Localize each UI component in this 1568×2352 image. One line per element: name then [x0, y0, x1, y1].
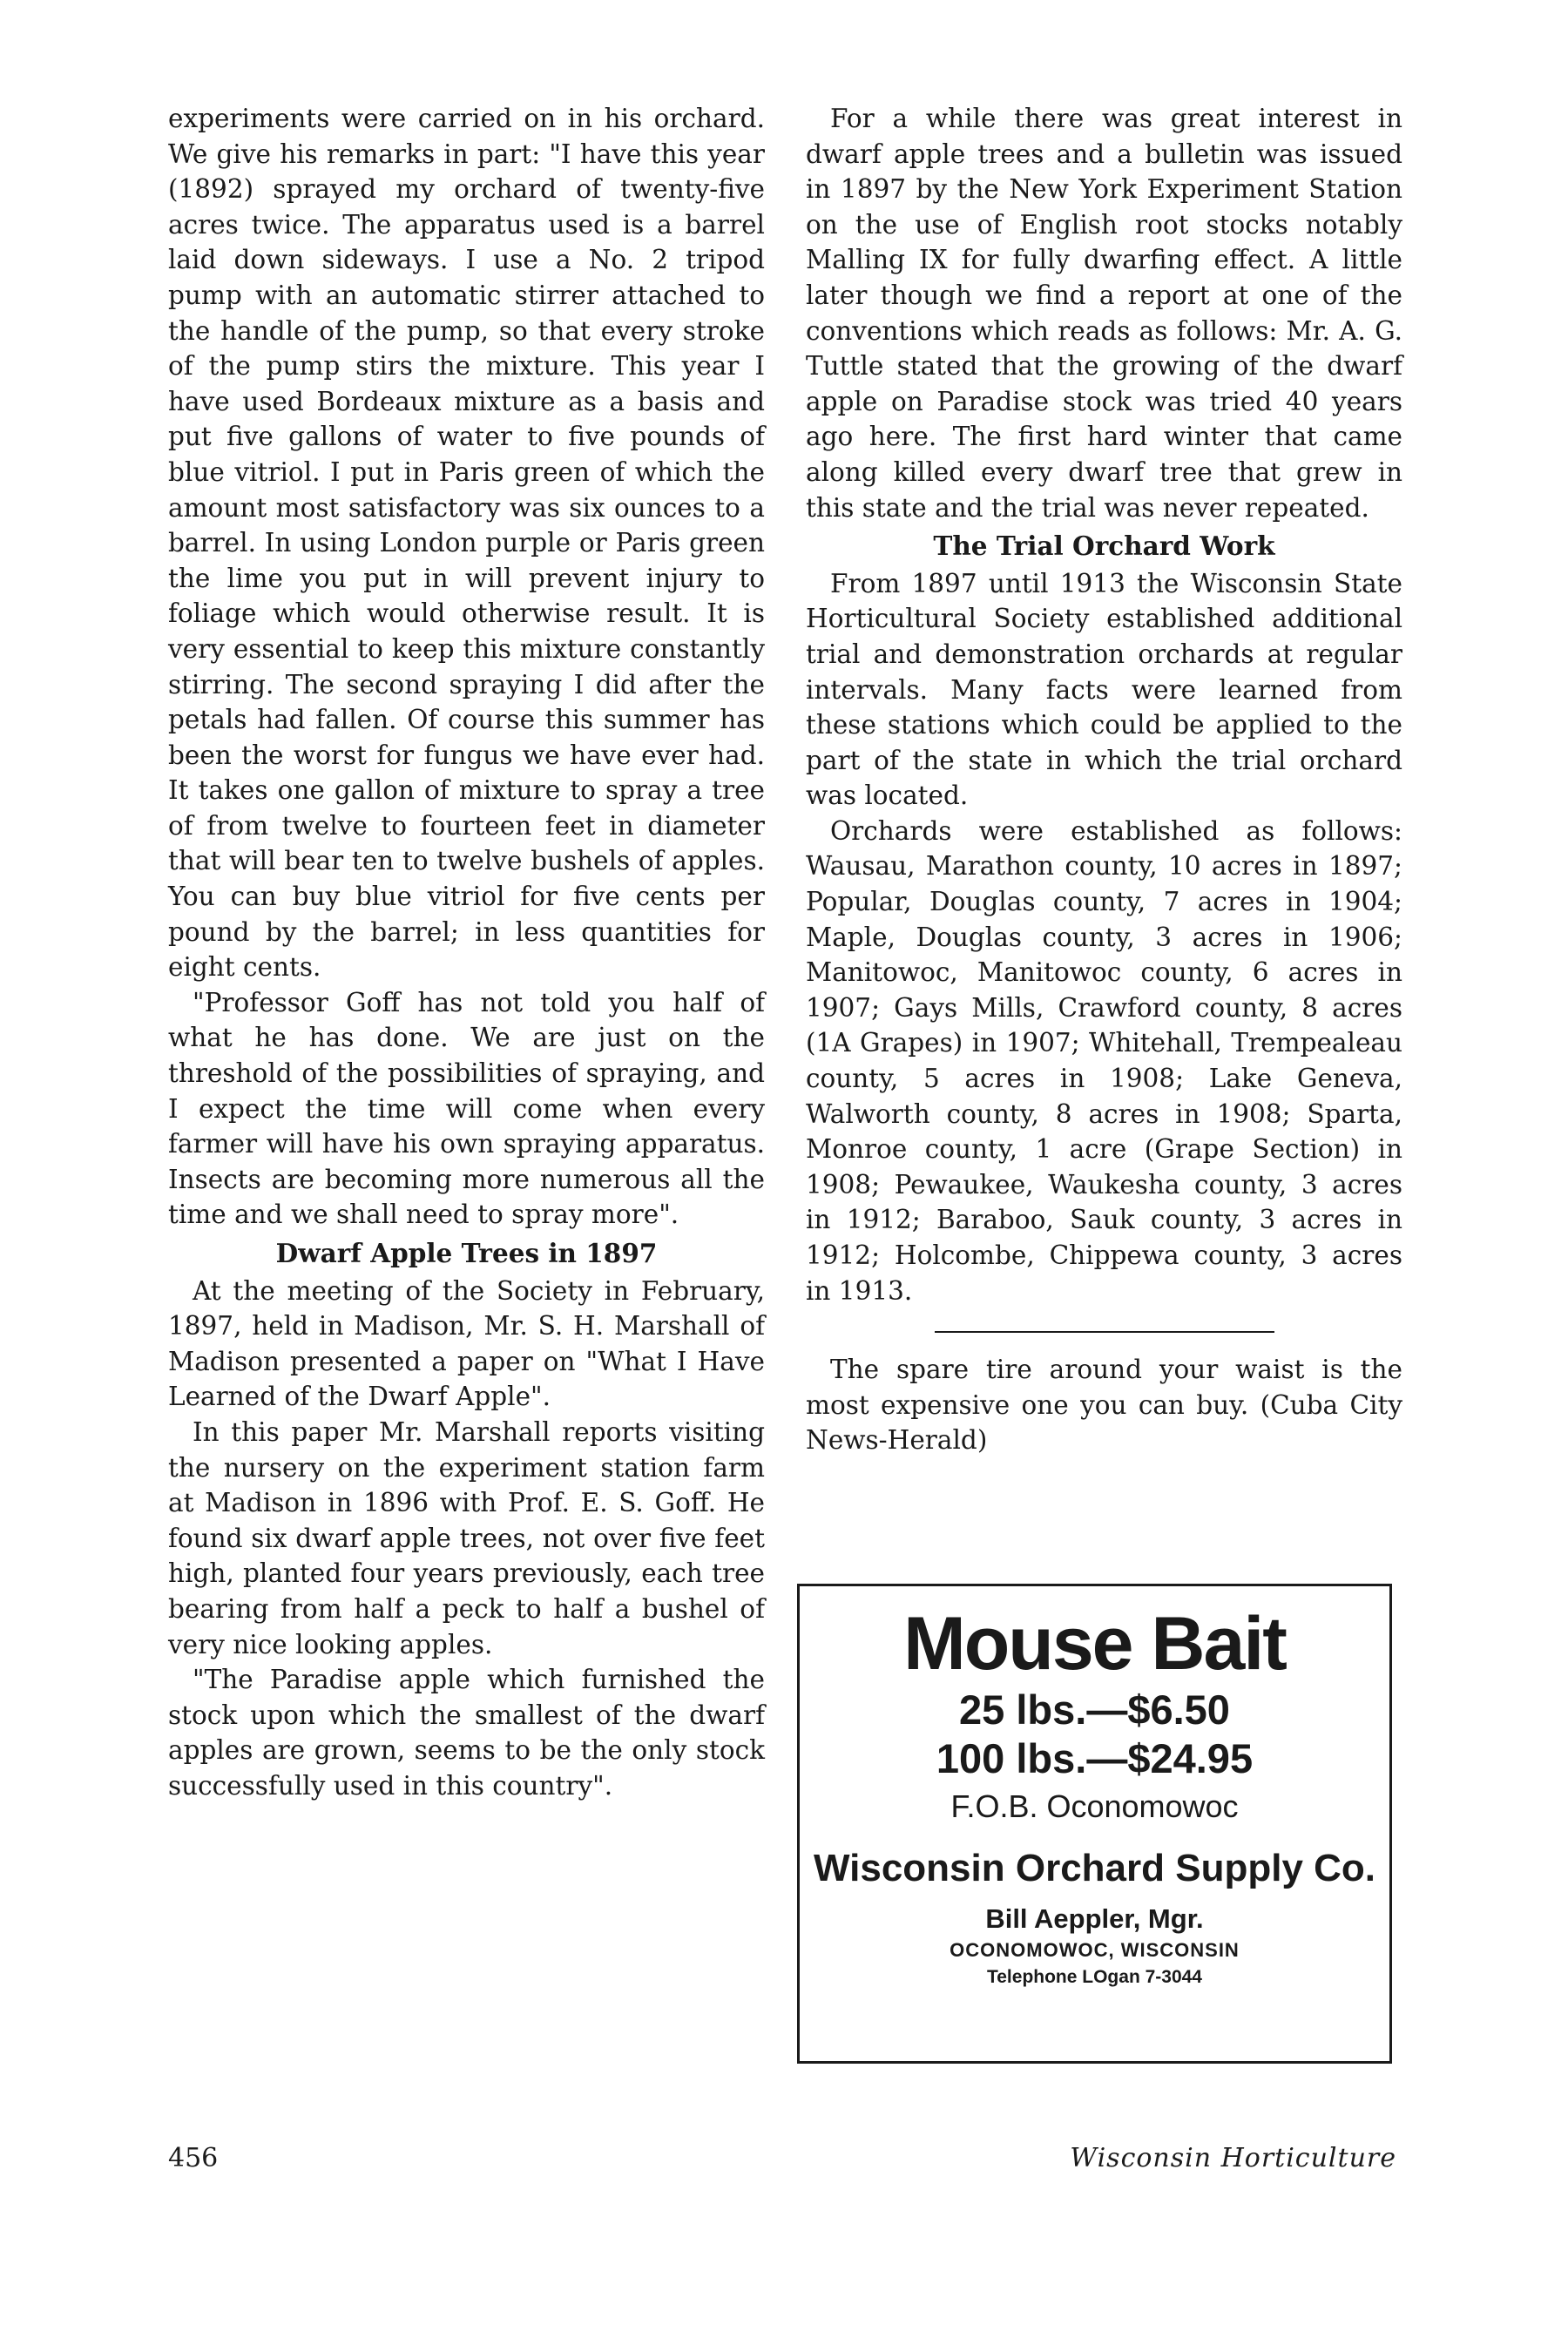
- ad-price-25lbs: 25 lbs.—$6.50: [959, 1686, 1230, 1733]
- ad-manager: Bill Aeppler, Mgr.: [985, 1903, 1204, 1934]
- section-heading-trial-orchard: The Trial Orchard Work: [933, 531, 1275, 562]
- paragraph-marshall-report: In this paper Mr. Marshall reports visiting the nursery on the experiment station farm at Madison in 1896 with Prof. E. S. Goff. He found six dwarf apple trees, not over five feet high, planted four years previously, each tree bearing from half a peck to half a bushel of very nice looking apples.: [168, 1416, 765, 1659]
- divider: [935, 1331, 1274, 1333]
- ad-city: OCONOMOWOC, WISCONSIN: [950, 1939, 1240, 1961]
- ad-title: Mouse Bait: [903, 1602, 1286, 1686]
- paragraph-paradise-apple: "The Paradise apple which furnished the stock upon which the smallest of the dwarf apples are grown, seems to be the only stock successfully used in this country".: [168, 1665, 765, 1801]
- paragraph-orchard-list: Orchards were established as follows: Wausau, Marathon county, 10 acres in 1897; Popular, Douglas county, 7 acres in 1904; Maple, Douglas county, 3 acres in 1906; Manitowoc, Manitowoc county, 6 acres in 1907; Gays Mills, Crawford county, 8 acres (1A Grapes) in 1907; Whitehall, Trempealeau county, 5 acres in 1908; Lake Geneva, Walworth county, 8 acres in 1908; Sparta, Monroe county, 1 acre (Grape Section) in 1908; Pewaukee, Waukesha county, 3 acres in 1912; Baraboo, Sauk county, 3 acres in 1912; Holcombe, Chippewa county, 3 acres in 1913.: [806, 815, 1402, 1306]
- paragraph-goff-quote: "Professor Goff has not told you half of what he has done. We are just on the threshold of the possibilities of spraying, and I expect the time will come when every farmer will have his own spraying apparatus. Insects are becoming more numerous all the time and we shall need to spray more".: [168, 987, 765, 1230]
- section-heading-dwarf-apple: Dwarf Apple Trees in 1897: [275, 1238, 658, 1268]
- ad-phone: Telephone LOgan 7-3044: [986, 1967, 1202, 1987]
- paragraph-dwarf-interest: For a while there was great interest in dwarf apple trees and a bulletin was issued in 1897 by the New York Experiment Station on the use of English root stocks notably Malling IX for fully dwarfing effect. A little later though we find a report at one of the conventions which reads as follows: Mr. A. G. Tuttle stated that the growing of the dwarf apple on Paradise stock was tried 40 years ago here. The first hard winter that came along killed every dwarf tree that grew in this state and the trial was never repeated.: [806, 104, 1402, 523]
- ad-fob: F.O.B. Oconomowoc: [950, 1788, 1239, 1824]
- filler-quote: The spare tire around your waist is the most expensive one you can buy. (Cuba City News-Herald): [806, 1355, 1402, 1456]
- paragraph-meeting: At the meeting of the Society in February, 1897, held in Madison, Mr. S. H. Marshall of Madison presented a paper on "What I Have Learned of the Dwarf Apple".: [168, 1275, 765, 1412]
- paragraph-spraying-quote: experiments were carried on in his orchard. We give his remarks in part: "I have this year (1892) sprayed my orchard of twenty-five acres twice. The apparatus used is a barrel laid down sideways. I use a No. 2 tripod pump with an automatic stirrer attached to the handle of the pump, so that every stroke of the pump stirs the mixture. This year I have used Bordeaux mixture as a basis and put five gallons of water to five pounds of blue vitriol. I put in Paris green of which the amount most satisfactory was six ounces to a barrel. In using London purple or Paris green the lime you put in will prevent injury to foliage which would otherwise result. It is very essential to keep this mixture constantly stirring. The second spraying I did after the petals had fallen. Of course this summer has been the worst for fungus we have ever had. It takes one gallon of mixture to spray a tree of from twelve to fourteen feet in diameter that will bear ten to twelve bushels of apples. You can buy blue vitriol for five cents per pound by the barrel; in less quantities for eight cents.: [168, 104, 765, 983]
- paragraph-trial-orchards: From 1897 until 1913 the Wisconsin State Horticultural Society established additional trial and demonstration orchards at regular intervals. Many facts were learned from these stations which could be applied to the part of the state in which the trial orchard was located.: [806, 568, 1402, 811]
- journal-title: Wisconsin Horticulture: [1070, 2143, 1396, 2173]
- ad-price-100lbs: 100 lbs.—$24.95: [936, 1735, 1254, 1781]
- mouse-bait-advertisement: [797, 1584, 1392, 2064]
- ad-company: Wisconsin Orchard Supply Co.: [813, 1847, 1376, 1889]
- left-column: [168, 101, 765, 1804]
- page-number: 456: [168, 2143, 219, 2173]
- right-column: [806, 101, 1402, 1458]
